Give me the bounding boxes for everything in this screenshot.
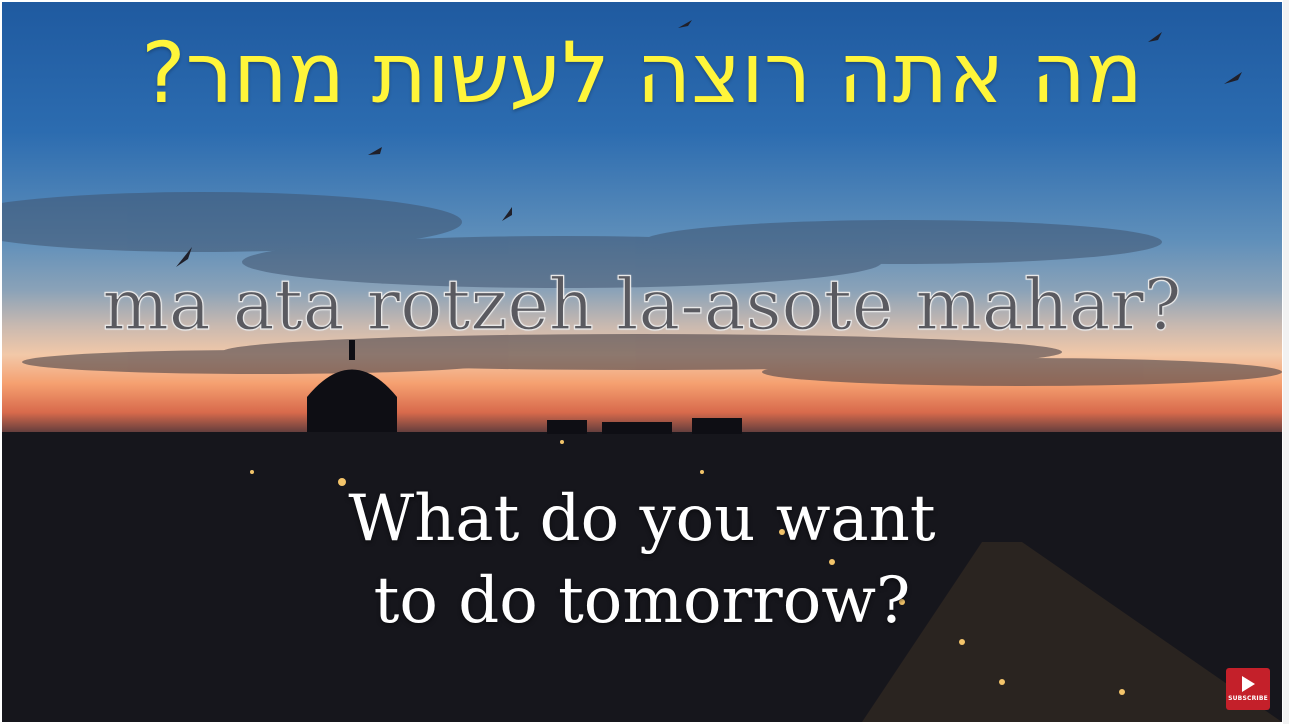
english-line-1: What do you want bbox=[348, 482, 936, 556]
hebrew-phrase: מה אתה רוצה לעשות מחר? bbox=[141, 24, 1143, 122]
subscribe-label: SUBSCRIBE bbox=[1228, 695, 1268, 702]
video-frame[interactable] bbox=[2, 2, 1282, 722]
english-line-2: to do tomorrow? bbox=[373, 564, 911, 638]
transliteration-phrase: ma ata rotzeh la-asote mahar? bbox=[102, 264, 1182, 346]
english-translation bbox=[2, 478, 1282, 642]
scrollbar[interactable] bbox=[1283, 0, 1289, 724]
subscribe-button[interactable] bbox=[1226, 668, 1270, 710]
play-icon bbox=[1242, 676, 1255, 692]
